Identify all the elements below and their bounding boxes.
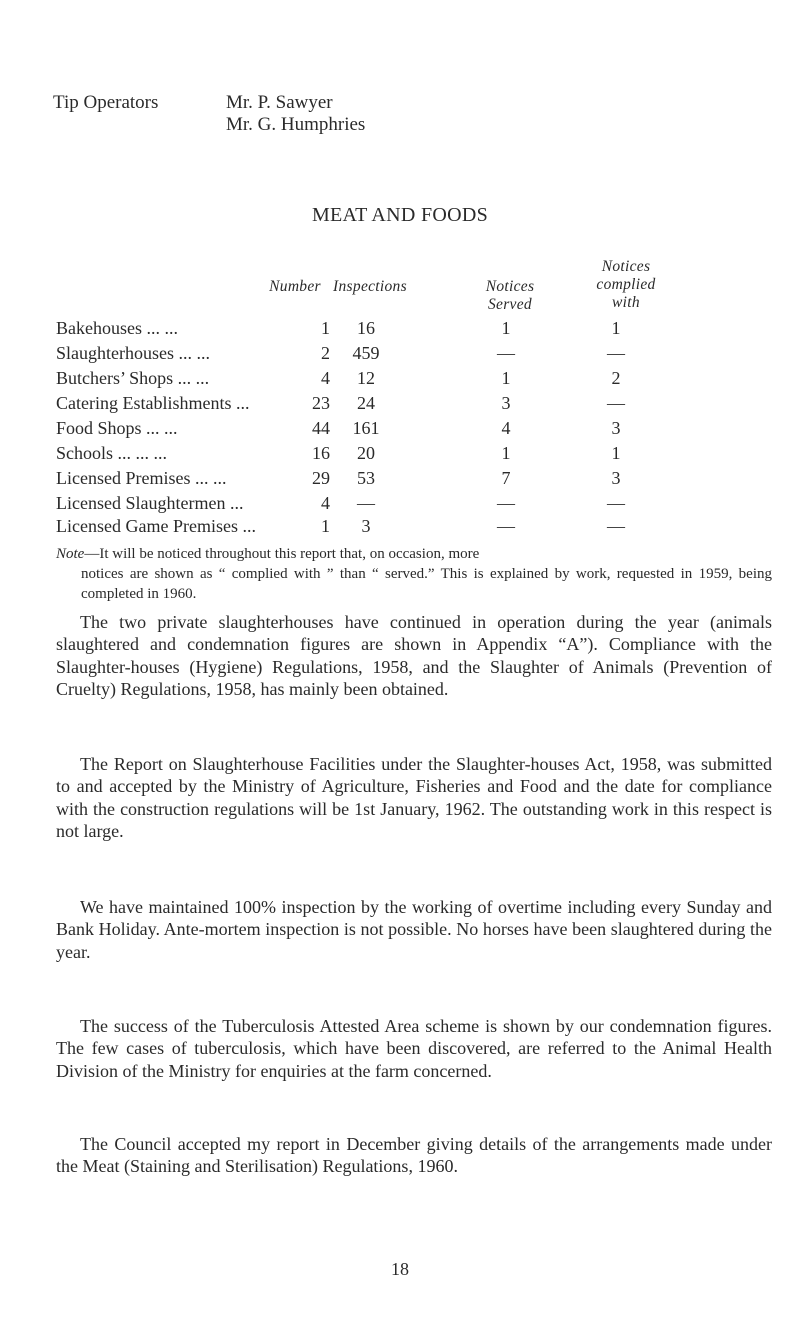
row-inspections: 12: [357, 368, 375, 388]
row-complied: 2: [611, 368, 621, 388]
col-header-number: Number: [269, 278, 321, 295]
body-paragraph: The two private slaughterhouses have continued in operation during the year (animals slaughtered and condemnation figures are shown in Appendix “A”). Compliance with the Slaughter-houses (Hygiene) Regulations, 1958, and the Slaughter of Animals (Prevention of Cruelty) Regulations, 1958, has mainly been obtained.: [56, 612, 772, 700]
table-row: [56, 318, 776, 340]
table-row: [56, 493, 776, 515]
row-number: 4: [321, 493, 330, 513]
table-row: [56, 468, 776, 490]
note-text: notices are shown as “ complied with ” than “ served.” This is explained by work, requested in 1959, being completed in 1960.: [81, 566, 772, 602]
row-complied: 1: [611, 443, 621, 463]
row-label: Licensed Game Premises ...: [56, 516, 256, 536]
row-complied: 3: [611, 418, 621, 438]
operator-name: Mr. G. Humphries: [226, 114, 366, 135]
row-served: —: [497, 493, 515, 513]
row-number: 16: [312, 443, 330, 463]
row-label: Bakehouses ... ...: [56, 318, 178, 338]
row-label: Butchers’ Shops ... ...: [56, 368, 210, 388]
row-label: Schools ... ... ...: [56, 443, 168, 463]
row-served: 3: [501, 393, 511, 413]
row-inspections: 53: [357, 468, 375, 488]
row-label: Licensed Slaughtermen ...: [56, 493, 244, 513]
row-label: Slaughterhouses ... ...: [56, 343, 210, 363]
table-row: [56, 368, 776, 390]
row-served: 4: [501, 418, 511, 438]
row-number: 29: [312, 468, 330, 488]
row-served: 1: [501, 368, 511, 388]
row-number: 1: [321, 516, 330, 536]
row-inspections: —: [357, 493, 375, 513]
tip-operators-label: Tip Operators: [53, 92, 159, 113]
row-complied: —: [607, 343, 625, 363]
row-served: 1: [501, 318, 511, 338]
row-label: Food Shops ... ...: [56, 418, 178, 438]
row-complied: 1: [611, 318, 621, 338]
body-paragraph: The Report on Slaughterhouse Facilities under the Slaughter-houses Act, 1958, was submitted to and accepted by the Ministry of Agriculture, Fisheries and Food and the date for compliance with the construction regulations will be 1st January, 1962. The outstanding work in this respect is not large.: [56, 754, 772, 842]
row-served: —: [497, 516, 515, 536]
row-complied: —: [607, 516, 625, 536]
row-inspections: 24: [357, 393, 375, 413]
table-note: [56, 544, 772, 604]
row-served: 7: [501, 468, 511, 488]
row-inspections: 459: [352, 343, 380, 363]
operator-name: Mr. P. Sawyer: [226, 92, 333, 113]
row-served: 1: [501, 443, 511, 463]
row-number: 1: [321, 318, 330, 338]
body-paragraph: The success of the Tuberculosis Attested Area scheme is shown by our condemnation figures. The few cases of tuberculosis, which have been discovered, are referred to the Animal Health Division of the Ministry for enquiries at the farm concerned.: [56, 1016, 772, 1081]
note-text-first-line: —It will be noticed throughout this report that, on occasion, more: [84, 546, 480, 562]
page-number: 18: [391, 1259, 409, 1279]
row-complied: —: [607, 493, 625, 513]
row-served: —: [497, 343, 515, 363]
row-inspections: 16: [357, 318, 375, 338]
row-number: 44: [312, 418, 330, 438]
row-inspections: 161: [352, 418, 380, 438]
row-complied: —: [607, 393, 625, 413]
section-title: MEAT AND FOODS: [311, 204, 489, 226]
row-label: Licensed Premises ... ...: [56, 468, 227, 488]
table-row: [56, 343, 776, 365]
row-number: 23: [312, 393, 330, 413]
table-row: [56, 418, 776, 440]
row-number: 4: [321, 368, 330, 388]
row-complied: 3: [611, 468, 621, 488]
body-paragraph: The Council accepted my report in December giving details of the arrangements made under the Meat (Staining and Sterilisation) Regulations, 1960.: [56, 1134, 772, 1177]
col-header-notices-complied: Notices complied with: [596, 258, 656, 311]
col-header-notices-served: Notices Served: [485, 278, 535, 313]
table-row: [56, 443, 776, 465]
row-inspections: 3: [361, 516, 371, 536]
row-inspections: 20: [357, 443, 375, 463]
table-row: [56, 393, 776, 415]
body-paragraph: We have maintained 100% inspection by the working of overtime including every Sunday and Bank Holiday. Ante-mortem inspection is not possible. No horses have been slaughtered during the year.: [56, 897, 772, 962]
row-label: Catering Establishments ...: [56, 393, 250, 413]
operators-list: [226, 92, 365, 136]
row-number: 2: [321, 343, 330, 363]
table-row: [56, 516, 776, 538]
note-label: Note: [56, 546, 85, 562]
col-header-inspections: Inspections: [333, 278, 407, 295]
